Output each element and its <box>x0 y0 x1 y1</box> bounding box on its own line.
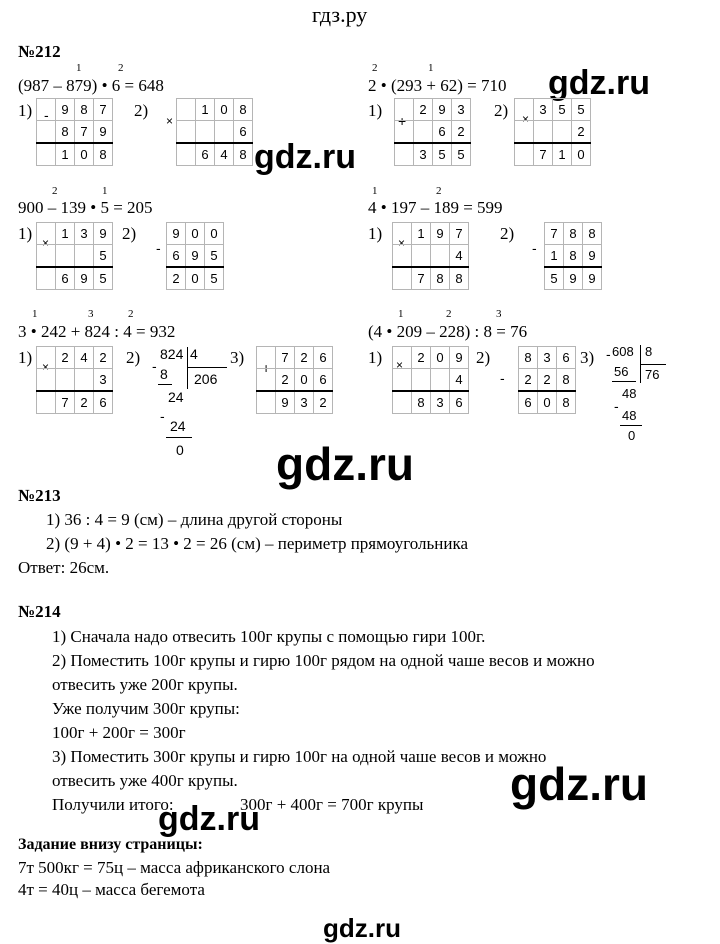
plus-sign: + <box>398 113 407 129</box>
order-mark: 1 <box>398 308 404 320</box>
watermark: gdz.ru <box>254 138 356 176</box>
task-213-title: №213 <box>18 486 61 505</box>
answer: Ответ: 26см. <box>18 558 110 577</box>
step-label: 1) <box>368 348 383 367</box>
expression: 2 • (293 + 62) = 710 <box>368 76 507 95</box>
step-label: 2) <box>122 224 137 243</box>
step-label: 2) <box>500 224 515 243</box>
expression: (987 – 879) • 6 = 648 <box>18 76 164 95</box>
step-label: 1) <box>18 101 33 120</box>
times-sign: × <box>166 114 174 128</box>
order-mark: 3 <box>496 308 502 320</box>
order-mark: 2 <box>436 185 442 197</box>
times-sign: × <box>42 360 50 374</box>
column-subtraction: 9 8 7 8 7 9 1 0 8 <box>36 98 113 166</box>
order-mark: 2 <box>128 308 134 320</box>
site-header: гдз.ру <box>312 2 368 27</box>
solution-line: 3) Поместить 300г крупы и гирю 100г на одной чаше весов и можно <box>52 747 547 766</box>
order-mark: 2 <box>372 62 378 74</box>
column-subtraction: 7 8 8 1 8 9 5 9 9 <box>544 222 602 290</box>
solution-line: 1) Сначала надо отвесить 100г крупы с помощью гири 100г. <box>52 627 486 646</box>
task-212-title: №212 <box>18 42 61 61</box>
minus-sign: - <box>500 370 505 386</box>
solution-line: отвесить уже 200г крупы. <box>52 675 238 694</box>
times-sign: × <box>396 358 404 372</box>
bottom-task-title: Задание внизу страницы: <box>18 836 203 853</box>
step-label: 1) <box>368 224 383 243</box>
watermark: gdz.ru <box>323 913 401 943</box>
solution-line: 4т = 40ц – масса бегемота <box>18 880 205 899</box>
column-subtraction: 8 3 6 2 2 8 6 0 8 <box>518 346 576 414</box>
watermark: gdz.ru <box>548 64 650 102</box>
expression: 4 • 197 – 189 = 599 <box>368 198 503 217</box>
expression: (4 • 209 – 228) : 8 = 76 <box>368 322 528 341</box>
watermark: gdz.ru <box>158 800 260 838</box>
times-sign: × <box>522 112 530 126</box>
solution-line: Получили итого: <box>52 795 174 814</box>
expression: 900 – 139 • 5 = 205 <box>18 198 153 217</box>
step-label: 1) <box>18 224 33 243</box>
order-mark: 2 <box>52 185 58 197</box>
step-label: 2) <box>134 101 149 120</box>
step-label: 1) <box>18 348 33 367</box>
watermark: gdz.ru <box>510 758 648 810</box>
step-label: 2) <box>476 348 491 367</box>
step-label: 1) <box>368 101 383 120</box>
solution-line: 300г + 400г = 700г крупы <box>240 795 424 814</box>
order-mark: 3 <box>88 308 94 320</box>
plus-sign: + <box>262 360 271 376</box>
solution-line: 7т 500кг = 75ц – масса африканского слона <box>18 858 331 877</box>
column-multiplication: 3 5 5 2 7 1 0 <box>514 98 591 166</box>
minus-sign: - <box>44 107 49 123</box>
step-label: 2) <box>494 101 509 120</box>
column-multiplication: 2 4 2 3 7 2 6 <box>36 346 113 414</box>
order-mark: 2 <box>118 62 124 74</box>
solution-line: Уже получим 300г крупы: <box>52 699 240 718</box>
solution-line: 2) Поместить 100г крупы и гирю 100г рядом на одной чаше весов и можно <box>52 651 595 670</box>
order-mark: 1 <box>76 62 82 74</box>
order-mark: 1 <box>372 185 378 197</box>
order-mark: 1 <box>428 62 434 74</box>
column-multiplication: 1 3 9 5 6 9 5 <box>36 222 113 290</box>
solution-line: отвесить уже 400г крупы. <box>52 771 238 790</box>
order-mark: 2 <box>446 308 452 320</box>
solution-line: 100г + 200г = 300г <box>52 723 186 742</box>
times-sign: × <box>42 236 50 250</box>
column-addition: 2 9 3 6 2 3 5 5 <box>394 98 471 166</box>
task-214-title: №214 <box>18 602 61 621</box>
solution-line: 1) 36 : 4 = 9 (см) – длина другой стороны <box>46 510 343 529</box>
expression: 3 • 242 + 824 : 4 = 932 <box>18 322 176 341</box>
order-mark: 1 <box>102 185 108 197</box>
minus-sign: - <box>156 240 161 256</box>
column-multiplication: 1 0 8 6 6 4 8 <box>176 98 253 166</box>
order-mark: 1 <box>32 308 38 320</box>
column-addition: 7 2 6 2 0 6 9 3 2 <box>256 346 333 414</box>
watermark: gdz.ru <box>276 438 414 490</box>
times-sign: × <box>398 236 406 250</box>
step-label: 3) <box>230 348 245 367</box>
minus-sign: - <box>532 240 537 256</box>
step-label: 2) <box>126 348 141 367</box>
column-multiplication: 2 0 9 4 8 3 6 <box>392 346 469 414</box>
step-label: 3) <box>580 348 595 367</box>
column-multiplication: 1 9 7 4 7 8 8 <box>392 222 469 290</box>
column-subtraction: 9 0 0 6 9 5 2 0 5 <box>166 222 224 290</box>
solution-line: 2) (9 + 4) • 2 = 13 • 2 = 26 (см) – периметр прямоугольника <box>46 534 469 553</box>
